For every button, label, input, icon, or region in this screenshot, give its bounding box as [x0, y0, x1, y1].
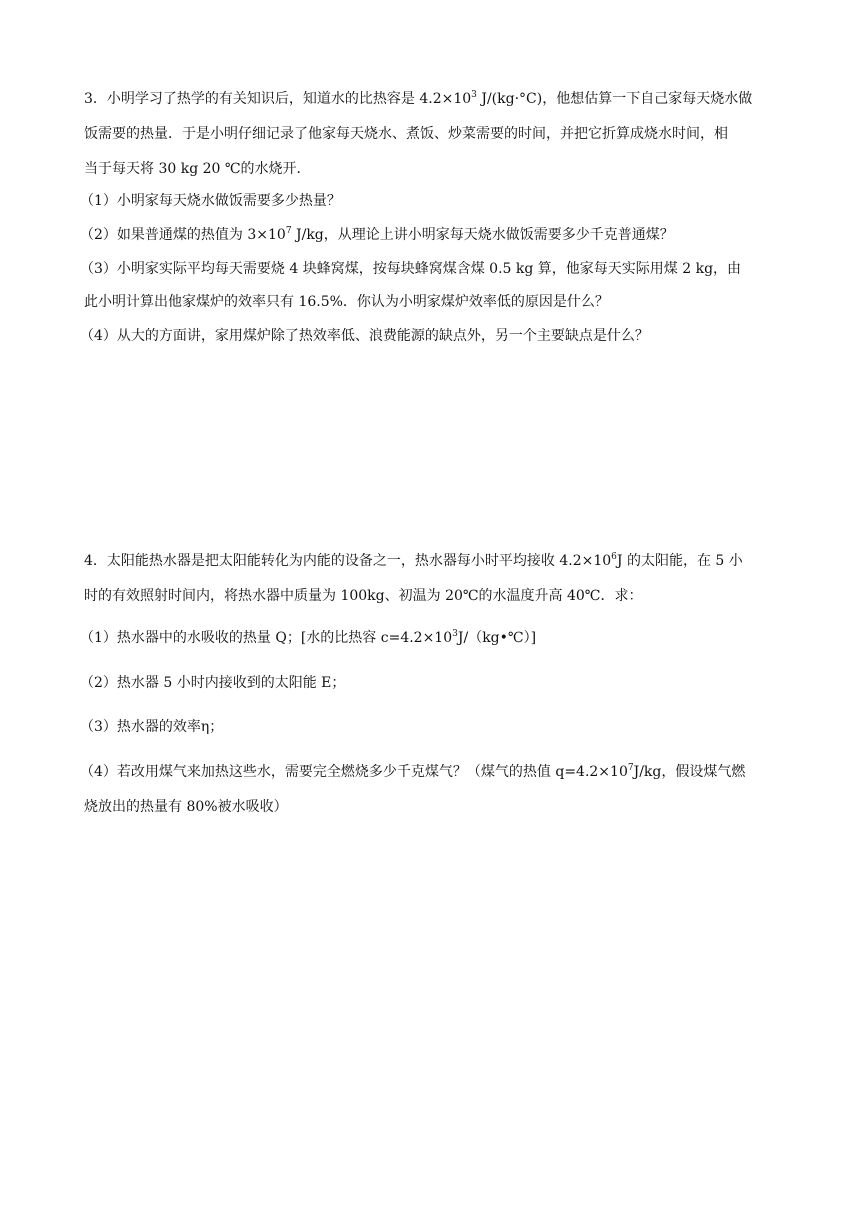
- problem4-question2: （2）热水器 5 小时内接收到的太阳能 E；: [80, 675, 346, 691]
- problem4-q1-sup: 3: [452, 629, 458, 639]
- problem4-q1-b: J/（kg•℃）]: [457, 630, 537, 646]
- problem3-question2: [80, 225, 674, 245]
- problem3-line1-sup: 3: [471, 90, 477, 100]
- problem4-line1: [84, 551, 743, 571]
- problem3-question4: （4）从大的方面讲，家用煤炉除了热效率低、浪费能源的缺点外，另一个主要缺点是什么？: [80, 328, 649, 344]
- problem3-line1-a: 3．小明学习了热学的有关知识后，知道水的比热容是 4.2×10: [84, 91, 472, 107]
- problem4-line1-sup: 6: [611, 552, 617, 562]
- problem4-line2: 时的有效照射时间内，将热水器中质量为 100kg、初温为 20℃的水温度升高 40℃．求：: [84, 588, 643, 604]
- problem4-question3: （3）热水器的效率η；: [80, 719, 224, 735]
- problem4-q4-sup: 7: [627, 763, 634, 773]
- problem4-q4-b: J/kg，假设煤气燃: [633, 764, 746, 780]
- problem3-q2-a: （2）如果普通煤的热值为 3×10: [80, 227, 286, 243]
- problem4-question1: [80, 628, 536, 648]
- problem3-question1: （1）小明家每天烧水做饭需要多少热量？: [80, 193, 341, 209]
- problem3-line1-b: J/(kg·°C)，他想估算一下自己家每天烧水做: [476, 91, 753, 107]
- problem3-line1: [84, 89, 752, 109]
- problem4-q1-a: （1）热水器中的水吸收的热量 Q；[水的比热容 c=4.2×10: [80, 630, 453, 646]
- problem4-q4-a: （4）若改用煤气来加热这些水，需要完全燃烧多少千克煤气？（煤气的热值 q=4.2×10: [80, 764, 628, 780]
- problem3-question3-line1: （3）小明家实际平均每天需要烧 4 块蜂窝煤，按每块蜂窝煤含煤 0.5 kg 算，他家每天实际用煤 2 kg，由: [80, 261, 742, 277]
- problem4-question4-line2: 烧放出的热量有 80%被水吸收）: [84, 799, 288, 815]
- problem4-line1-b: J 的太阳能，在 5 小: [616, 553, 743, 569]
- problem3-question3-line2: 此小明计算出他家煤炉的效率只有 16.5%．你认为小明家煤炉效率低的原因是什么？: [84, 294, 609, 310]
- problem3-line3: 当于每天将 30 kg 20 ℃的水烧开．: [84, 161, 311, 177]
- problem4-question4-line1: [80, 762, 745, 782]
- problem3-q2-sup: 7: [285, 226, 292, 236]
- problem3-line2: 饭需要的热量．于是小明仔细记录了他家每天烧水、煮饭、炒菜需要的时间，并把它折算成烧水时间，相: [84, 126, 728, 142]
- problem3-q2-b: J/kg，从理论上讲小明家每天烧水做饭需要多少千克普通煤？: [291, 227, 674, 243]
- problem4-line1-a: 4．太阳能热水器是把太阳能转化为内能的设备之一，热水器每小时平均接收 4.2×10: [84, 553, 612, 569]
